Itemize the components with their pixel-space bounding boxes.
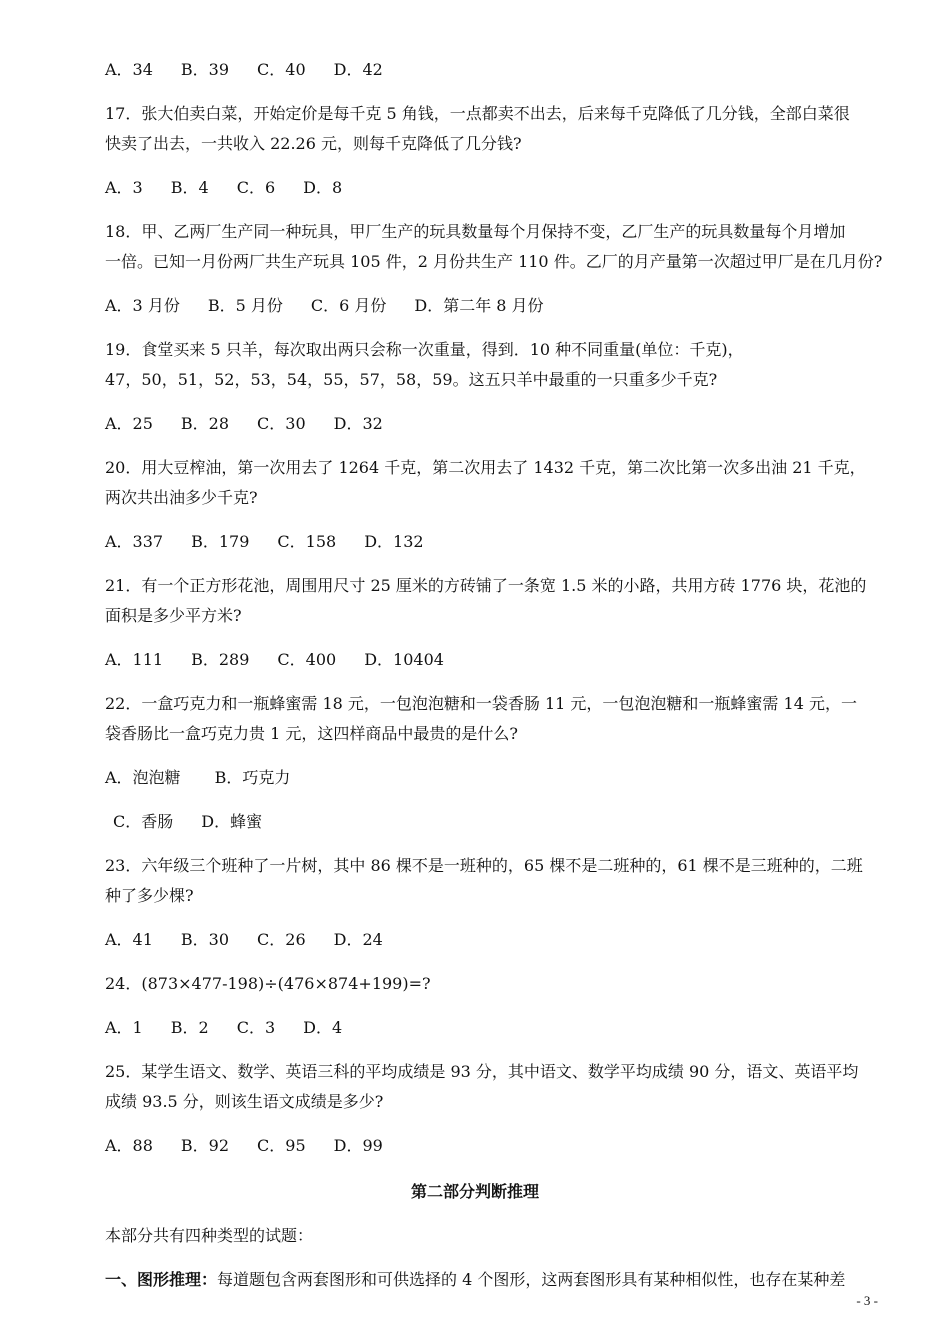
question-18-line2: 一倍。已知一月份两厂共生产玩具 105 件，2 月份共生产 110 件。乙厂的月产量第一次超过甲厂是在几月份? xyxy=(105,252,883,271)
option: B．39 xyxy=(180,60,230,79)
q19-options xyxy=(105,414,885,434)
option: C．6 月份 xyxy=(310,296,387,315)
option: B．28 xyxy=(180,414,230,433)
section-title: 第二部分判断推理 xyxy=(410,1182,539,1201)
option: A．41 xyxy=(105,930,153,949)
option: C．6 xyxy=(236,178,276,197)
option: C．40 xyxy=(257,60,306,79)
option: A．泡泡糖 xyxy=(105,768,181,787)
q22-options-row1 xyxy=(105,768,885,788)
option: B．92 xyxy=(180,1136,230,1155)
page-number: - 3 - xyxy=(856,1293,878,1308)
question-24-line1: 24．(873×477-198)÷(476×874+199)=? xyxy=(105,974,431,993)
option: B．2 xyxy=(170,1018,209,1037)
option: B．5 月份 xyxy=(207,296,283,315)
question-23-line1: 23．六年级三个班种了一片树，其中 86 棵不是一班种的，65 棵不是二班种的，61 棵不是三班种的，二班 xyxy=(105,856,863,875)
q21-options xyxy=(105,650,885,670)
q20-options xyxy=(105,532,885,552)
option: B．179 xyxy=(191,532,250,551)
question-22-line1: 22．一盒巧克力和一瓶蜂蜜需 18 元，一包泡泡糖和一袋香肠 11 元，一包泡泡糖和一瓶蜂蜜需 14 元，一 xyxy=(105,694,857,713)
option: D．蜂蜜 xyxy=(201,812,263,831)
question-18-line1: 18．甲、乙两厂生产同一种玩具，甲厂生产的玩具数量每个月保持不变，乙厂生产的玩具数量每个月增加 xyxy=(105,222,846,241)
option: C．30 xyxy=(257,414,306,433)
q23-options xyxy=(105,930,885,950)
option: D．42 xyxy=(333,60,383,79)
section-item-1 xyxy=(105,1270,885,1290)
question-23-line2: 种了多少棵? xyxy=(105,886,194,905)
option: C．26 xyxy=(257,930,306,949)
option: D．4 xyxy=(303,1018,343,1037)
option: D．24 xyxy=(333,930,383,949)
option: B．30 xyxy=(180,930,230,949)
option: D．第二年 8 月份 xyxy=(414,296,544,315)
question-19-line1: 19．食堂买来 5 只羊，每次取出两只会称一次重量，得到．10 种不同重量(单位：千克)， xyxy=(105,340,744,359)
option: D．32 xyxy=(333,414,383,433)
option: A．25 xyxy=(105,414,153,433)
option: A．3 月份 xyxy=(105,296,180,315)
option: B．巧克力 xyxy=(214,768,291,787)
question-19-line2: 47，50，51，52，53，54，55，57，58，59。这五只羊中最重的一只重多少千克? xyxy=(105,370,718,389)
question-21-line2: 面积是多少平方米? xyxy=(105,606,242,625)
option: C．400 xyxy=(277,650,337,669)
q17-options xyxy=(105,178,885,198)
q18-options xyxy=(105,296,885,316)
option: D．132 xyxy=(364,532,424,551)
item-lead: 一、图形推理： xyxy=(105,1270,218,1289)
question-22-line2: 袋香肠比一盒巧克力贵 1 元，这四样商品中最贵的是什么? xyxy=(105,724,518,743)
option: B．289 xyxy=(191,650,250,669)
option: A．1 xyxy=(105,1018,143,1037)
q24-options xyxy=(105,1018,885,1038)
question-25-line1: 25．某学生语文、数学、英语三科的平均成绩是 93 分，其中语文、数学平均成绩 90 分，语文、英语平均 xyxy=(105,1062,859,1081)
q25-options xyxy=(105,1136,885,1156)
section-intro: 本部分共有四种类型的试题： xyxy=(105,1226,314,1245)
question-21-line1: 21．有一个正方形花池，周围用尺寸 25 厘米的方砖铺了一条宽 1.5 米的小路，共用方砖 1776 块，花池的 xyxy=(105,576,867,595)
option: A．337 xyxy=(105,532,164,551)
item-text: 每道题包含两套图形和可供选择的 4 个图形，这两套图形具有某种相似性，也存在某种差 xyxy=(217,1270,846,1289)
option: B．4 xyxy=(170,178,209,197)
option: D．8 xyxy=(303,178,343,197)
q22-options-row2 xyxy=(113,812,893,832)
question-20-line2: 两次共出油多少千克? xyxy=(105,488,258,507)
option: C．香肠 xyxy=(113,812,174,831)
option: A．111 xyxy=(105,650,164,669)
option: C．3 xyxy=(236,1018,276,1037)
question-20-line1: 20．用大豆榨油，第一次用去了 1264 千克，第二次用去了 1432 千克，第二次比第一次多出油 21 千克， xyxy=(105,458,866,477)
option: D．99 xyxy=(333,1136,383,1155)
option: C．158 xyxy=(277,532,337,551)
question-17-line1: 17．张大伯卖白菜，开始定价是每千克 5 角钱，一点都卖不出去，后来每千克降低了几分钱，全部白菜很 xyxy=(105,104,850,123)
question-17-line2: 快卖了出去，一共收入 22.26 元，则每千克降低了几分钱? xyxy=(105,134,522,153)
option: A．3 xyxy=(105,178,143,197)
question-25-line2: 成绩 93.5 分，则该生语文成绩是多少? xyxy=(105,1092,384,1111)
option: D．10404 xyxy=(364,650,444,669)
option: A．34 xyxy=(105,60,153,79)
option: A．88 xyxy=(105,1136,153,1155)
q16-options xyxy=(105,60,885,80)
option: C．95 xyxy=(257,1136,306,1155)
